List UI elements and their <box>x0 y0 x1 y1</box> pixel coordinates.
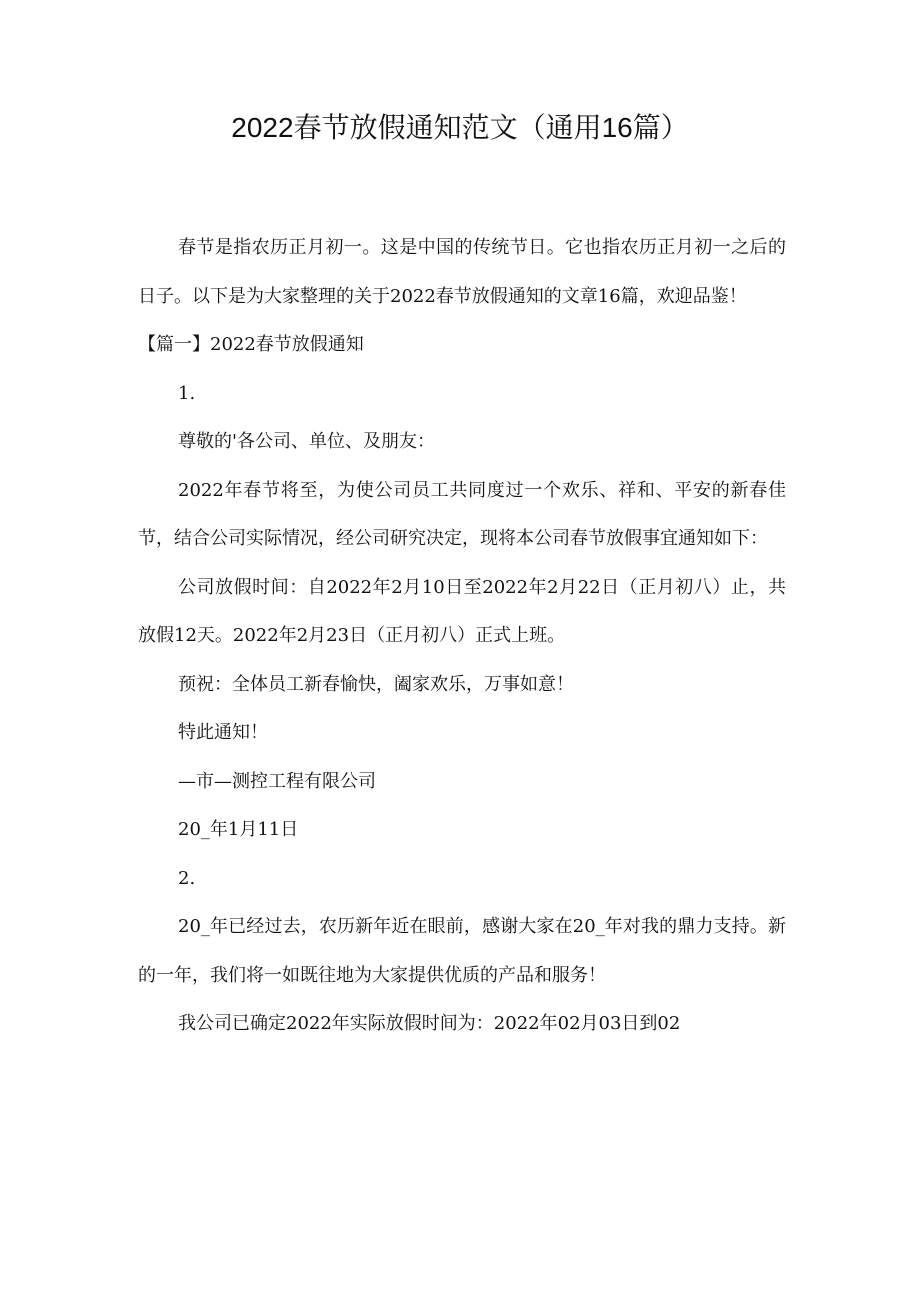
paragraph-wishes: 预祝：全体员工新春愉快，阖家欢乐，万事如意！ <box>178 673 574 695</box>
document-body <box>138 224 786 1049</box>
paragraph-holiday-time: 公司放假时间：自2022年2月10日至2022年2月22日（正月初八）止，共放假12天。2022年2月23日（正月初八）正式上班。 <box>138 576 786 646</box>
paragraph-intro: 春节是指农历正月初一。这是中国的传统节日。它也指农历正月初一之后的日子。以下是为大家整理的关于2022春节放假通知的文章16篇，欢迎品鉴！ <box>138 237 786 307</box>
paragraph-salutation: 尊敬的'各公司、单位、及朋友： <box>178 431 435 452</box>
paragraph-thanks: 20_年已经过去，农历新年近在眼前，感谢大家在20_年对我的鼎力支持。新的一年，我们将一如既往地为大家提供优质的产品和服务！ <box>138 916 786 986</box>
paragraph-closing: 特此通知！ <box>178 722 268 743</box>
paragraph-notice-intro: 2022年春节将至，为使公司员工共同度过一个欢乐、祥和、平安的新春佳节，结合公司实际情况，经公司研究决定，现将本公司春节放假事宜通知如下： <box>138 479 786 549</box>
item-number-2: 2. <box>178 867 196 889</box>
paragraph-schedule: 我公司已确定2022年实际放假时间为：2022年02月03日到02 <box>178 1013 681 1034</box>
paragraph-company: —市—测控工程有限公司 <box>178 770 376 792</box>
document-title: 2022春节放假通知范文（通用16篇） <box>231 112 689 143</box>
section-heading-1: 【篇一】2022春节放假通知 <box>138 334 364 355</box>
item-number-1: 1. <box>178 382 196 404</box>
paragraph-date: 20_年1月11日 <box>178 819 299 840</box>
